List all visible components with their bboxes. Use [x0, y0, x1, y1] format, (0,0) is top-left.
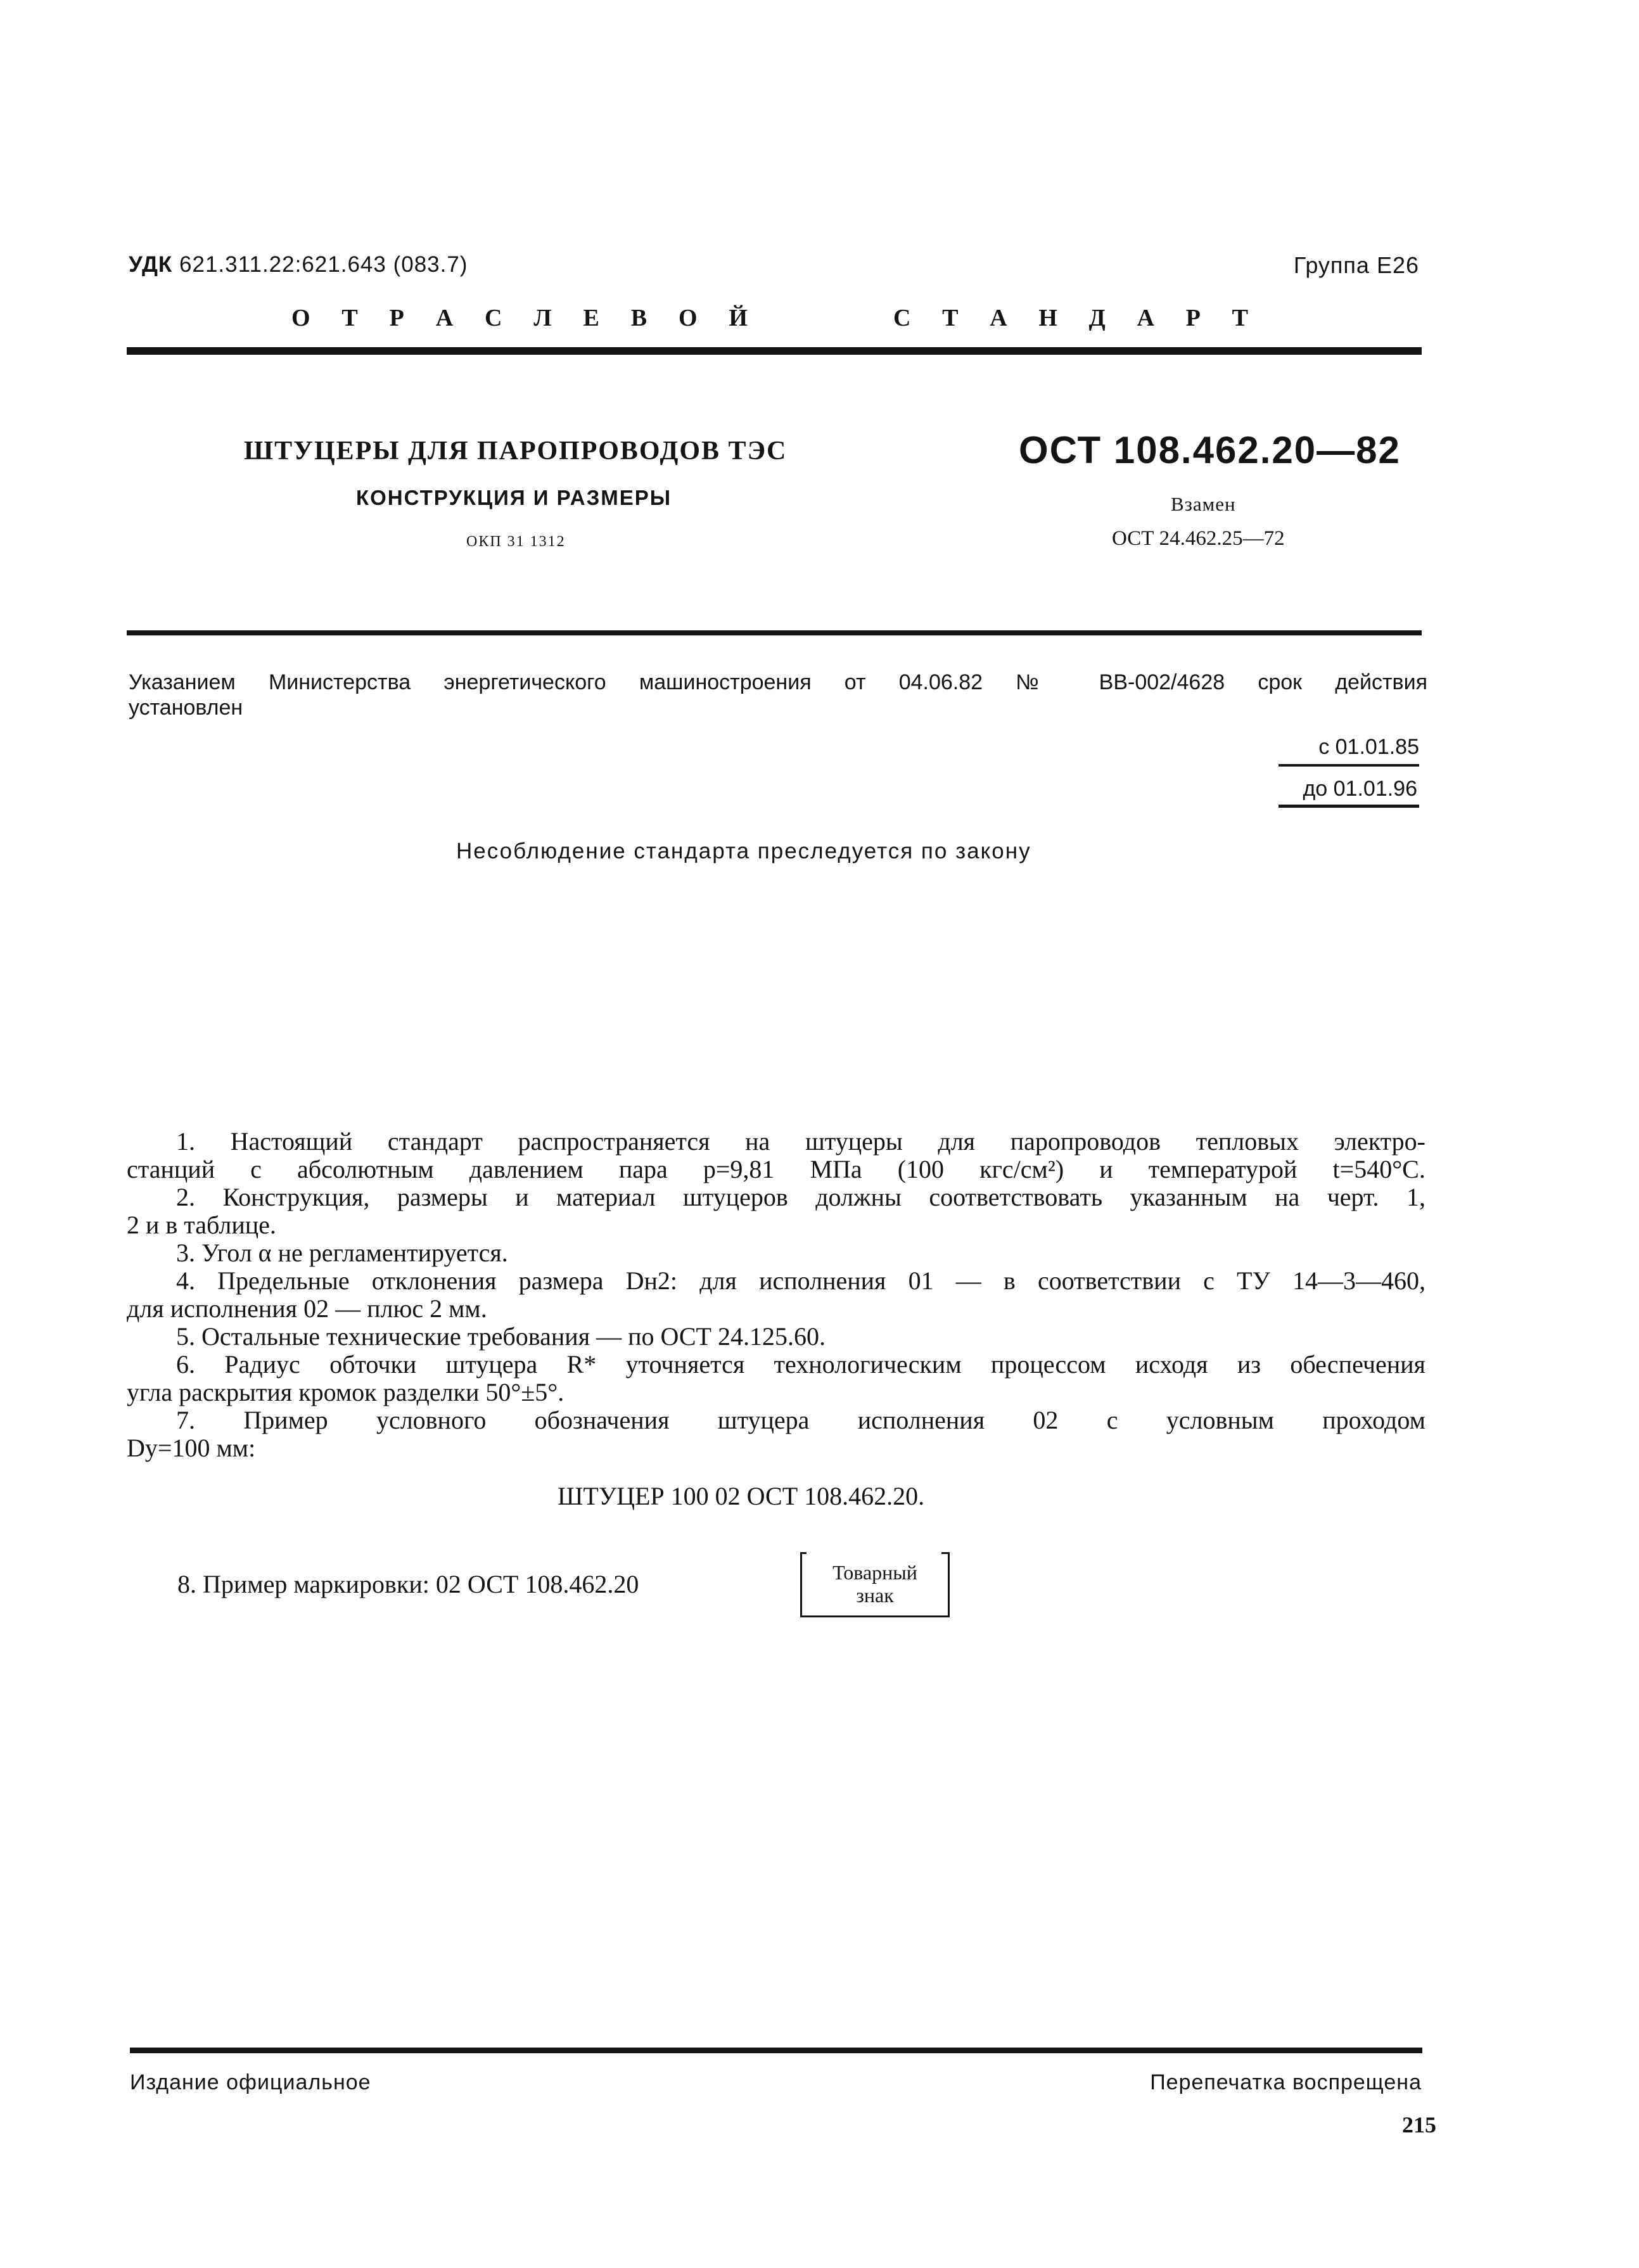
- trademark-label-1: Товарный: [832, 1561, 917, 1584]
- word: Предельные: [217, 1266, 350, 1295]
- standard-type-banner: [291, 304, 1254, 332]
- banner-letter: С: [485, 305, 502, 331]
- valid-from-underline: [1279, 764, 1419, 767]
- banner-letter: О: [291, 305, 310, 331]
- trademark-box-topline: [800, 1552, 807, 1554]
- valid-to-date: до 01.01.96: [1303, 777, 1417, 801]
- law-notice: Несоблюдение стандарта преследуется по закону: [456, 839, 1031, 863]
- banner-letter: Т: [341, 305, 358, 331]
- word: размера: [518, 1266, 604, 1295]
- word: электро-: [1334, 1127, 1425, 1156]
- word: из: [1237, 1350, 1261, 1379]
- page-number: 215: [1402, 2112, 1436, 2137]
- designation-example: ШТУЦЕР 100 02 ОСТ 108.462.20.: [558, 1482, 925, 1510]
- word: стандарт: [387, 1127, 483, 1156]
- word: 14—3—460,: [1292, 1266, 1425, 1295]
- edition-note: Издание официальное: [130, 2070, 371, 2094]
- word: штуцера: [445, 1350, 538, 1379]
- udk-code: УДК 621.311.22:621.643 (083.7): [129, 252, 468, 277]
- word: условным: [1166, 1406, 1274, 1434]
- word: кгс/см²): [979, 1155, 1064, 1183]
- word: Настоящий: [230, 1127, 353, 1156]
- word: пара: [618, 1155, 668, 1183]
- replaces-label: Взамен: [1171, 493, 1236, 515]
- group-code: Группа Е26: [1293, 252, 1419, 278]
- document-title: ШТУЦЕРЫ ДЛЯ ПАРОПРОВОДОВ ТЭС: [244, 436, 788, 466]
- word: соответствии: [1037, 1266, 1181, 1295]
- marking-example: 8. Пример маркировки: 02 ОСТ 108.462.20: [177, 1570, 639, 1598]
- replaces-value: ОСТ 24.462.25—72: [1112, 527, 1285, 550]
- banner-letter: О: [678, 305, 698, 331]
- banner-letter: А: [435, 305, 454, 331]
- word: отклонения: [371, 1266, 497, 1295]
- word: на: [745, 1127, 770, 1156]
- word: обеспечения: [1290, 1350, 1425, 1379]
- word: с: [250, 1155, 262, 1183]
- standard-designation: ОСТ 108.462.20—82: [1019, 429, 1401, 471]
- word: t=540°С.: [1332, 1155, 1425, 1183]
- word: —: [955, 1266, 981, 1295]
- decree-text: Указанием Министерства энергетического машиностроения от 04.06.82 № ВВ-002/4628 срок действия: [129, 670, 1427, 694]
- word: должны: [815, 1183, 902, 1211]
- document-subtitle: КОНСТРУКЦИЯ И РАЗМЕРЫ: [356, 486, 672, 509]
- word: процессом: [990, 1350, 1106, 1379]
- clause-6-line-1: [127, 1351, 1425, 1379]
- banner-word-branch: [291, 304, 748, 332]
- clause-2-line-1: [127, 1183, 1425, 1211]
- word: станций: [127, 1155, 215, 1183]
- word: 02: [1033, 1406, 1059, 1434]
- clause-2-line-2: 2 и в таблице.: [127, 1211, 276, 1239]
- word: Dн2:: [625, 1266, 678, 1295]
- banner-letter: С: [893, 305, 911, 331]
- banner-word-standard: [893, 304, 1248, 332]
- word: паропроводов: [1010, 1127, 1161, 1156]
- word: с: [1203, 1266, 1215, 1295]
- word: 1,: [1406, 1183, 1425, 1211]
- top-rule: [127, 347, 1422, 355]
- word: давлением: [469, 1155, 584, 1183]
- trademark-box: [800, 1552, 950, 1617]
- word: ТУ: [1237, 1266, 1270, 1295]
- word: тепловых: [1196, 1127, 1299, 1156]
- word: проходом: [1322, 1406, 1425, 1434]
- decree-text-cont: установлен: [129, 696, 243, 720]
- banner-letter: Р: [1185, 305, 1201, 331]
- banner-letter: А: [990, 305, 1007, 331]
- word: и: [515, 1183, 529, 1211]
- word: условного: [376, 1406, 487, 1434]
- footer-rule: [130, 2048, 1422, 2053]
- word: 4.: [176, 1266, 195, 1295]
- clause-5: 5. Остальные технические требования — по ОСТ 24.125.60.: [176, 1322, 826, 1351]
- word: для: [699, 1266, 737, 1295]
- clauses-list: [127, 1128, 1425, 1462]
- word: размеры: [397, 1183, 488, 1211]
- clause-3: 3. Угол α не регламентируется.: [176, 1239, 508, 1267]
- word: соответствовать: [929, 1183, 1103, 1211]
- word: исходя: [1135, 1350, 1208, 1379]
- banner-letter: Т: [942, 305, 959, 331]
- clause-6-line-2: угла раскрытия кромок разделки 50°±5°.: [127, 1378, 564, 1406]
- word: 01: [908, 1266, 934, 1295]
- word: температурой: [1148, 1155, 1298, 1183]
- banner-letter: Н: [1038, 305, 1057, 331]
- reprint-note: Перепечатка воспрещена: [1150, 2070, 1422, 2094]
- banner-letter: Л: [533, 305, 552, 331]
- clause-1-line-2: [127, 1156, 1425, 1183]
- word: черт.: [1327, 1183, 1379, 1211]
- word: Пример: [243, 1406, 328, 1434]
- word: материал: [556, 1183, 656, 1211]
- word: обточки: [329, 1350, 417, 1379]
- word: указанным: [1130, 1183, 1247, 1211]
- word: исполнения: [857, 1406, 985, 1434]
- banner-letter: Р: [389, 305, 404, 331]
- word: распространяется: [518, 1127, 710, 1156]
- clause-4-line-2: для исполнения 02 — плюс 2 мм.: [127, 1294, 487, 1323]
- word: абсолютным: [297, 1155, 434, 1183]
- word: технологическим: [774, 1350, 962, 1379]
- banner-letter: Д: [1088, 305, 1106, 331]
- word: и: [1099, 1155, 1113, 1183]
- trademark-label-2: знак: [856, 1584, 894, 1607]
- word: (100: [897, 1155, 945, 1183]
- banner-letter: Е: [583, 305, 599, 331]
- word: 1.: [176, 1127, 195, 1156]
- word: в: [1003, 1266, 1016, 1295]
- word: 2.: [176, 1183, 195, 1211]
- banner-letter: Т: [1232, 305, 1248, 331]
- banner-letter: В: [630, 305, 647, 331]
- word: штуцеры: [805, 1127, 903, 1156]
- word: для: [938, 1127, 976, 1156]
- banner-letter: А: [1137, 305, 1154, 331]
- trademark-box-topline-right: [941, 1552, 948, 1554]
- valid-to-underline: [1279, 805, 1419, 808]
- word: на: [1275, 1183, 1300, 1211]
- word: штуцера: [717, 1406, 810, 1434]
- word: Конструкция,: [222, 1183, 370, 1211]
- word: исполнения: [759, 1266, 886, 1295]
- word: МПа: [810, 1155, 862, 1183]
- word: 6.: [176, 1350, 195, 1379]
- word: 7.: [176, 1406, 195, 1434]
- word: штуцеров: [682, 1183, 788, 1211]
- clause-4-line-1: [127, 1267, 1425, 1295]
- clause-1-line-1: [127, 1128, 1425, 1156]
- word: R*: [566, 1350, 597, 1379]
- banner-letter: Й: [729, 305, 748, 331]
- word: обозначения: [534, 1406, 670, 1434]
- title-bottom-rule: [127, 630, 1422, 635]
- clause-7-line-1: [127, 1406, 1425, 1434]
- okp-code: ОКП 31 1312: [466, 533, 566, 550]
- word: с: [1106, 1406, 1118, 1434]
- clause-7-line-2: Dy=100 мм:: [127, 1434, 256, 1462]
- word: p=9,81: [703, 1155, 775, 1183]
- valid-from-date: с 01.01.85: [1318, 735, 1419, 759]
- word: Радиус: [224, 1350, 300, 1379]
- word: уточняется: [625, 1350, 745, 1379]
